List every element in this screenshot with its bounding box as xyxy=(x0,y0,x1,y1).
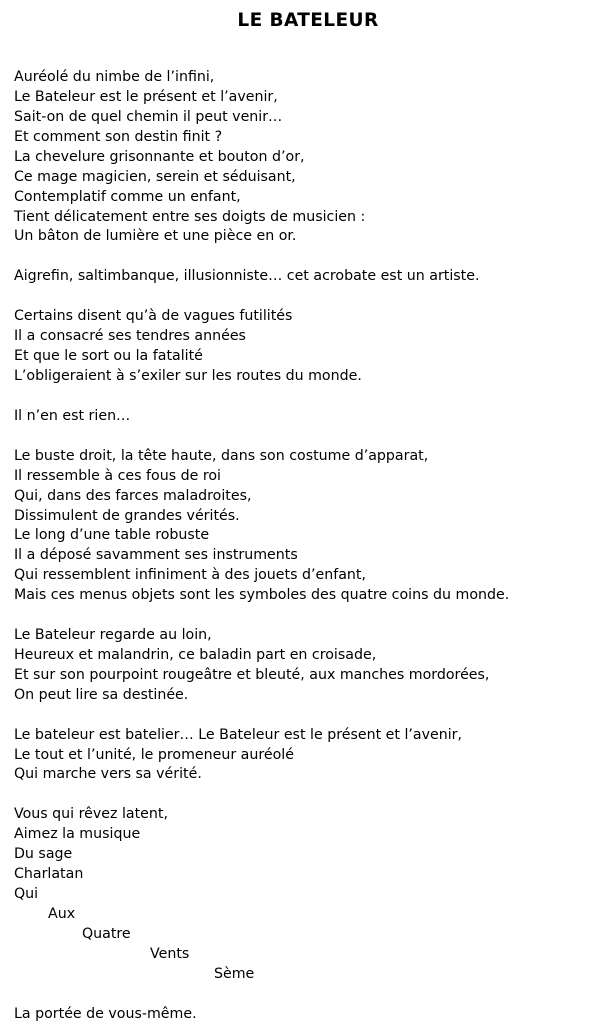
poem-line: Aux xyxy=(48,905,76,922)
poem-line: Contemplatif comme un enfant, xyxy=(14,188,241,205)
poem-line: L’obligeraient à s’exiler sur les routes du monde. xyxy=(14,367,362,384)
poem-stanza xyxy=(14,307,602,387)
poem-stanza xyxy=(14,1005,602,1025)
poem-line: Tient délicatement entre ses doigts de musicien : xyxy=(14,208,366,225)
poem-line: Certains disent qu’à de vagues futilités xyxy=(14,308,293,325)
poem-line: Qui marche vers sa vérité. xyxy=(14,766,202,783)
poem-body xyxy=(14,68,602,1024)
poem-line: Un bâton de lumière et une pièce en or. xyxy=(14,228,297,245)
poem-line: Il a déposé savamment ses instruments xyxy=(14,547,298,564)
poem-line: Il n’en est rien… xyxy=(14,407,131,424)
poem-line: Qui, dans des farces maladroites, xyxy=(14,487,252,504)
poem-line: Sait-on de quel chemin il peut venir… xyxy=(14,109,283,125)
poem-line: Et comment son destin finit ? xyxy=(14,128,223,145)
poem-line: Heureux et malandrin, ce baladin part en croisade, xyxy=(14,646,377,663)
poem-line: La chevelure grisonnante et bouton d’or, xyxy=(14,148,305,165)
poem-line: Auréolé du nimbe de l’infini, xyxy=(14,69,215,86)
poem-line: Quatre xyxy=(82,925,131,942)
poem-line: Dissimulent de grandes vérités. xyxy=(14,507,240,524)
poem-line: Il ressemble à ces fous de roi xyxy=(14,467,221,484)
poem-stanza xyxy=(14,407,602,427)
poem-line: Vents xyxy=(150,945,190,962)
poem-line: Le bateleur est batelier… Le Bateleur est le présent et l’avenir, xyxy=(14,726,462,743)
poem-stanza xyxy=(14,626,602,706)
poem-line: Le buste droit, la tête haute, dans son costume d’apparat, xyxy=(14,447,429,464)
poem-line: Du sage xyxy=(14,846,73,863)
poem-line: Mais ces menus objets sont les symboles des quatre coins du monde. xyxy=(14,587,510,604)
page-title: LE BATELEUR xyxy=(237,10,379,31)
poem-line: Le tout et l’unité, le promeneur auréolé xyxy=(14,746,294,763)
poem-stanza xyxy=(14,805,602,984)
poem-stanza xyxy=(14,447,602,606)
poem-line: Et que le sort ou la fatalité xyxy=(14,348,203,365)
poem-line: Aimez la musique xyxy=(14,826,141,843)
poem-line: On peut lire sa destinée. xyxy=(14,686,189,703)
poem-line: Qui ressemblent infiniment à des jouets d’enfant, xyxy=(14,567,366,584)
poem-line: Le Bateleur regarde au loin, xyxy=(14,627,212,644)
poem-line: Ce mage magicien, serein et séduisant, xyxy=(14,168,296,185)
poem-line: Le long d’une table robuste xyxy=(14,527,210,544)
poem-line: Et sur son pourpoint rougeâtre et bleuté, aux manches mordorées, xyxy=(14,666,490,683)
poem-stanza xyxy=(14,68,602,247)
poem-line: Vous qui rêvez latent, xyxy=(14,806,168,823)
poem-line: Le Bateleur est le présent et l’avenir, xyxy=(14,89,278,106)
poem-stanza xyxy=(14,726,602,786)
poem-stanza xyxy=(14,267,602,287)
poem-line: Qui xyxy=(14,886,39,902)
poem-line: Aigrefin, saltimbanque, illusionniste… cet acrobate est un artiste. xyxy=(14,268,480,285)
poem-line: La portée de vous-même. xyxy=(14,1005,197,1022)
poem-line: Il a consacré ses tendres années xyxy=(14,328,246,345)
poem-line: Charlatan xyxy=(14,866,84,883)
poem-line: Sème xyxy=(214,965,255,982)
